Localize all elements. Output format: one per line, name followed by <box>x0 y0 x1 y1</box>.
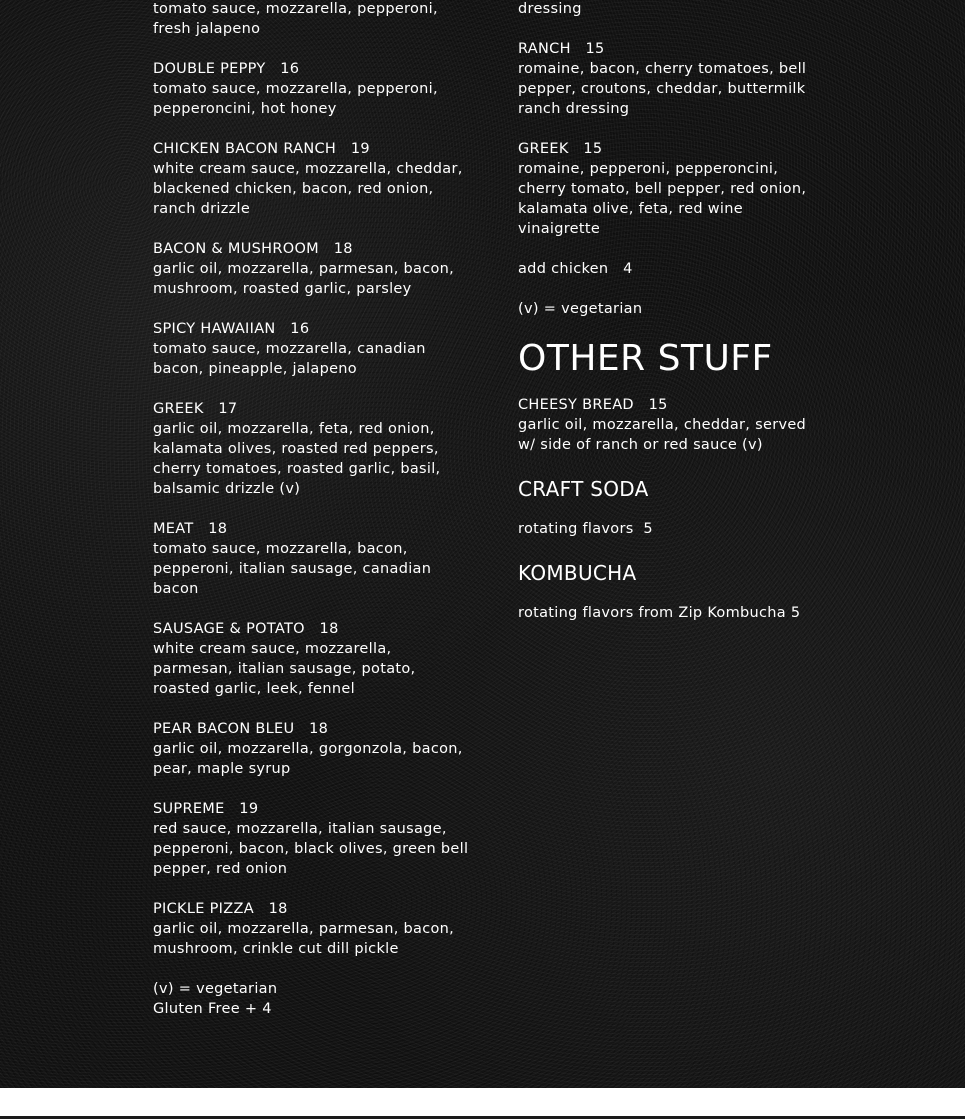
salad-item <box>518 0 828 19</box>
salad-item-name: GREEK 15 <box>518 141 603 157</box>
pizza-item-description: garlic oil, mozzarella, feta, red onion, kalamata olives, roasted red peppers, cherry tomatoes, roasted garlic, basil, balsamic drizzle (v) <box>153 421 446 497</box>
gluten-free-note: Gluten Free + 4 <box>153 1001 272 1017</box>
other-stuff-item <box>518 395 828 455</box>
pizza-menu-column <box>153 0 473 1039</box>
craft-soda-item <box>518 519 828 539</box>
other-stuff-item-description: garlic oil, mozzarella, cheddar, served w/ side of ranch or red sauce (v) <box>518 417 811 453</box>
pizza-item-name: PICKLE PIZZA 18 <box>153 901 288 917</box>
salad-item <box>518 139 828 239</box>
pizza-item <box>153 899 473 959</box>
pizza-item-description: garlic oil, mozzarella, gorgonzola, bacon, pear, maple syrup <box>153 741 468 777</box>
pizza-item <box>153 399 473 499</box>
pizza-item <box>153 0 473 39</box>
salad-item <box>518 39 828 119</box>
pizza-item-description: tomato sauce, mozzarella, pepperoni, pepperoncini, hot honey <box>153 81 443 117</box>
pizza-item <box>153 239 473 299</box>
salad-item-name: RANCH 15 <box>518 41 605 57</box>
pizza-item <box>153 319 473 379</box>
pizza-item-name: PEAR BACON BLEU 18 <box>153 721 329 737</box>
pizza-item-name: CHICKEN BACON RANCH 19 <box>153 141 370 157</box>
pizza-item <box>153 519 473 599</box>
salad-item-description: romaine, bacon, cherry tomatoes, bell pepper, croutons, cheddar, buttermilk ranch dressing <box>518 61 812 117</box>
pizza-item <box>153 139 473 219</box>
kombucha-heading: KOMBUCHA <box>518 561 637 585</box>
add-chicken-option <box>518 259 828 279</box>
pizza-item-description: tomato sauce, mozzarella, canadian bacon, pineapple, jalapeno <box>153 341 431 377</box>
pizza-item-description: white cream sauce, mozzarella, cheddar, blackened chicken, bacon, red onion, ranch drizzle <box>153 161 468 217</box>
salad-notes <box>518 299 828 319</box>
pizza-item-name: SUPREME 19 <box>153 801 259 817</box>
add-chicken-text: add chicken 4 <box>518 261 633 277</box>
kombucha-text: rotating flavors from Zip Kombucha 5 <box>518 605 801 621</box>
pizza-item-description: red sauce, mozzarella, italian sausage, pepperoni, bacon, black olives, green bell pepper, red onion <box>153 821 474 877</box>
pizza-item-description: garlic oil, mozzarella, parmesan, bacon, mushroom, crinkle cut dill pickle <box>153 921 460 957</box>
pizza-item <box>153 619 473 699</box>
craft-soda-text: rotating flavors 5 <box>518 521 653 537</box>
pizza-item-name: DOUBLE PEPPY 16 <box>153 61 300 77</box>
pizza-notes <box>153 979 473 1019</box>
pizza-item-name: SPICY HAWAIIAN 16 <box>153 321 310 337</box>
vegetarian-note: (v) = vegetarian <box>518 301 643 317</box>
salads-and-extras-column <box>518 0 828 643</box>
vegetarian-note: (v) = vegetarian <box>153 981 278 997</box>
salad-item-description: romaine, pepperoni, pepperoncini, cherry tomato, bell pepper, red onion, kalamata olive, feta, red wine vinaigrette <box>518 161 812 237</box>
pizza-item-name: MEAT 18 <box>153 521 228 537</box>
kombucha-item <box>518 603 828 623</box>
salad-item-description: dressing <box>518 1 582 17</box>
pizza-item-name: SAUSAGE & POTATO 18 <box>153 621 339 637</box>
pizza-item-name: GREEK 17 <box>153 401 238 417</box>
other-stuff-item-name: CHEESY BREAD 15 <box>518 397 668 413</box>
other-stuff-heading: OTHER STUFF <box>518 338 773 379</box>
pizza-item-name: BACON & MUSHROOM 18 <box>153 241 353 257</box>
pizza-item-description: tomato sauce, mozzarella, pepperoni, fresh jalapeno <box>153 1 443 37</box>
pizza-item-description: white cream sauce, mozzarella, parmesan, italian sausage, potato, roasted garlic, leek, fennel <box>153 641 421 697</box>
craft-soda-heading: CRAFT SODA <box>518 477 649 501</box>
pizza-item <box>153 719 473 779</box>
pizza-item-description: garlic oil, mozzarella, parmesan, bacon, mushroom, roasted garlic, parsley <box>153 261 460 297</box>
pizza-item <box>153 799 473 879</box>
pizza-item-description: tomato sauce, mozzarella, bacon, pepperoni, italian sausage, canadian bacon <box>153 541 437 597</box>
pizza-item <box>153 59 473 119</box>
